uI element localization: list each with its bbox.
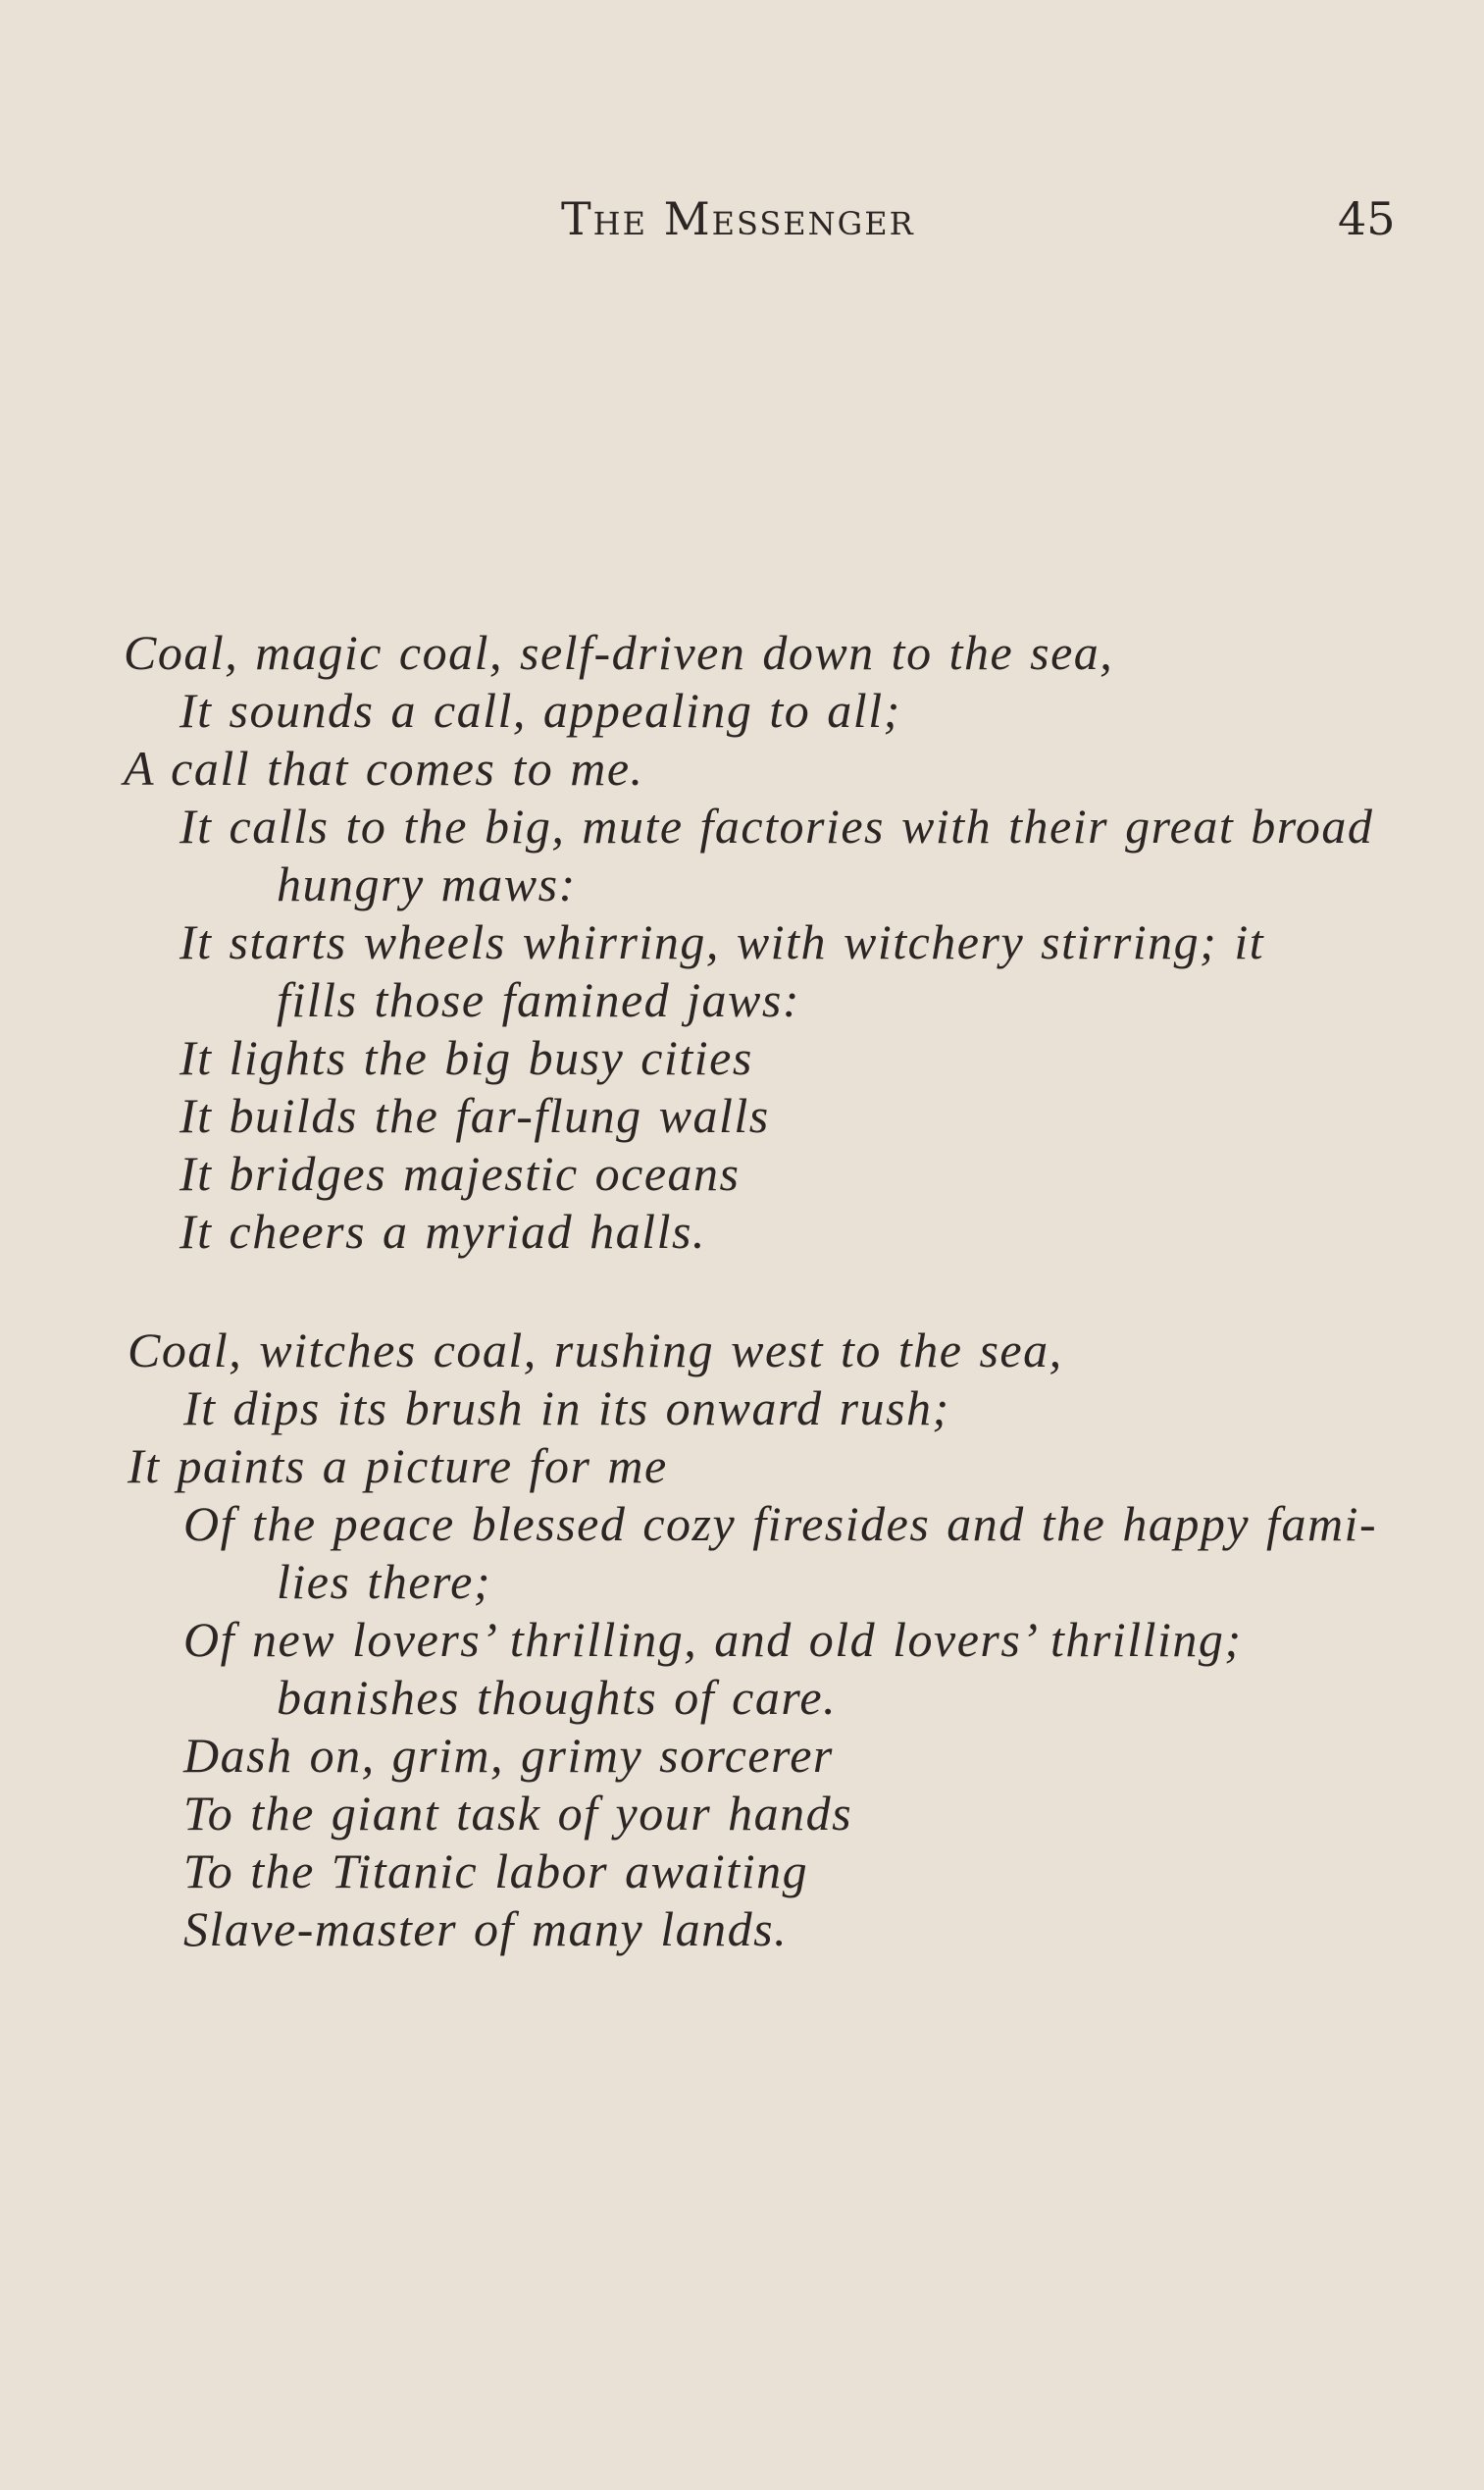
page-number: 45 bbox=[1338, 192, 1396, 245]
poem-line-continuation: banishes thoughts of care. bbox=[277, 1670, 838, 1725]
poem-line-continuation: lies there; bbox=[277, 1554, 491, 1609]
poem-line: It paints a picture for me bbox=[128, 1438, 668, 1493]
poem-line: A call that comes to me. bbox=[124, 741, 644, 796]
poem-line: It builds the far-flung walls bbox=[179, 1088, 770, 1143]
poem-line: It lights the big busy cities bbox=[179, 1030, 753, 1085]
poem-line: It calls to the big, mute factories with their great broad bbox=[179, 799, 1374, 854]
poem-line: Of the peace blessed cozy firesides and the happy fami- bbox=[183, 1496, 1378, 1551]
poem-line: To the Titanic labor awaiting bbox=[183, 1843, 809, 1898]
poem-line: Slave-master of many lands. bbox=[183, 1901, 789, 1956]
poem-line-continuation: fills those famined jaws: bbox=[277, 972, 800, 1027]
poem-line: It cheers a myriad halls. bbox=[179, 1204, 706, 1259]
poem-line: It dips its brush in its onward rush; bbox=[183, 1380, 950, 1435]
running-title: The Messenger bbox=[561, 192, 915, 245]
poem-line: Coal, witches coal, rushing west to the sea, bbox=[128, 1323, 1063, 1377]
poem-line: Coal, magic coal, self-driven down to the sea, bbox=[124, 625, 1114, 680]
poem-line: It bridges majestic oceans bbox=[179, 1146, 741, 1201]
poem-line: It starts wheels whirring, with witchery stirring; it bbox=[179, 914, 1265, 969]
poem-line: Dash on, grim, grimy sorcerer bbox=[183, 1728, 834, 1783]
poem-line: To the giant task of your hands bbox=[183, 1786, 853, 1841]
poem-line: It sounds a call, appealing to all; bbox=[179, 683, 901, 738]
running-head bbox=[0, 192, 1484, 261]
poem-line-continuation: hungry maws: bbox=[277, 856, 577, 911]
poem-line: Of new lovers’ thrilling, and old lovers’ thrilling; bbox=[183, 1612, 1243, 1667]
